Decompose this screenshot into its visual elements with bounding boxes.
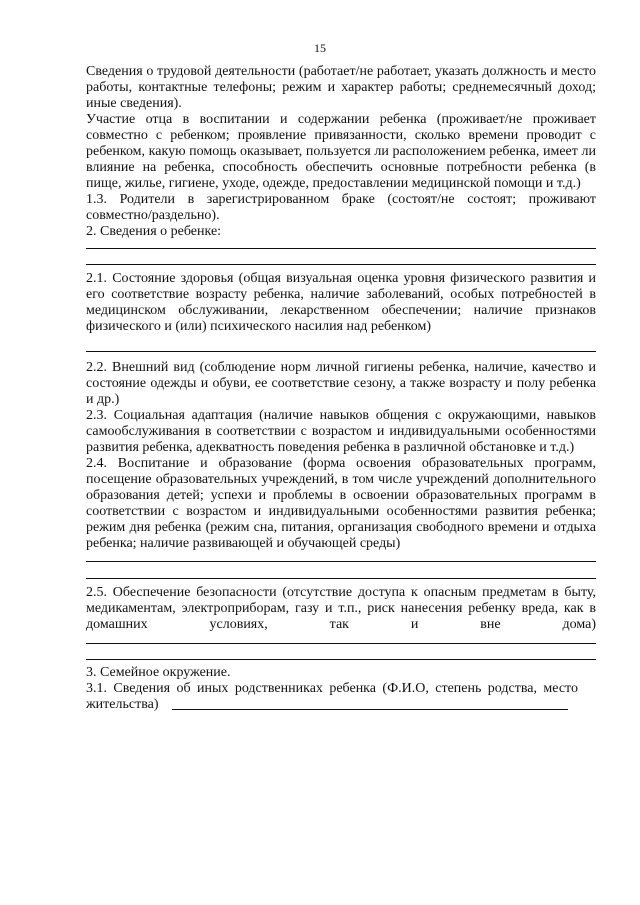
paragraph-2-1-health: [86, 271, 596, 335]
paragraph-work-info: Сведения о трудовой деятельности (работает/не работает, указать должность и место работы, контактные телефоны; режим и характер работы; среднемесячный доход; иные сведения).: [86, 64, 596, 111]
spacer: [86, 352, 596, 360]
heading-2-child-info: 2. Сведения о ребенке:: [86, 224, 222, 239]
paragraph-2-3-social-adaptation: 2.3. Социальная адаптация (наличие навыков общения с окружающими, навыков самообслуживания в соответствии с возрастом и индивидуальными особенностями развития ребенка, адекватность поведения ребенка в различной обстановке и т.д.): [86, 408, 596, 455]
paragraph-2-2-appearance: 2.2. Внешний вид (соблюдение норм личной гигиены ребенка, наличие, качество и состояние одежды и обуви, ее соответствие сезону, а также возрасту и полу ребенка и др.): [86, 360, 596, 407]
spacer: [86, 249, 596, 264]
blank-answer-line: [172, 709, 568, 710]
paragraph-father-participation: Участие отца в воспитании и содержании ребенка (проживает/не проживает совместно с ребенком; проявление привязанности, сколько времени проводит с ребенком, какую помощь оказывает, пользуется ли расположением ребенка, имеет ли влияние на ребенка, способность обеспечить основные потребности ребенка (в пище, жилье, гигиене, уходе, одежде, предоставлении медицинской помощи и т.д.): [86, 112, 596, 191]
paragraph-2-1-text: 2.1. Состояние здоровья (общая визуальная оценка уровня физического развития и его соответствие возрасту ребенка, наличие заболеваний, особых потребностей в медицинском обслуживании, лекарственном обеспечении; наличие признаков физического и (или) психического насилия над ребенком): [86, 271, 596, 334]
paragraph-1-3-marriage: 1.3. Родители в зарегистрированном браке (состоят/не состоят; проживают совместно/раздельно).: [86, 192, 596, 223]
document-body: [86, 64, 596, 710]
heading-3-family-environment: 3. Семейное окружение.: [86, 665, 231, 680]
paragraph-3-1-relatives: 3.1. Сведения об иных родственниках ребенка (Ф.И.О, степень родства, место жительства): [86, 681, 578, 712]
paragraph-2-4-upbringing-education: 2.4. Воспитание и образование (форма освоения образовательных программ, посещение образовательных учреждений, в том числе учреждений дополнительного образования детей; успехи и проблемы в освоении образовательных программ в соответствии с возрастом и индивидуальными особенностями развития ребенка; режим дня ребенка (режим сна, питания, организация свободного времени и отдыха ребенка; наличие развивающей и обучающей среды): [86, 456, 596, 551]
paragraph-2-5-safety: 2.5. Обеспечение безопасности (отсутствие доступа к опасным предметам в быту, медикаментам, электроприборам, газу и т.п., риск нанесения ребенку вреда, как в домашних условиях, так и вне дома): [86, 585, 596, 632]
spacer: [86, 335, 596, 351]
spacer: [86, 644, 596, 659]
spacer: [86, 562, 596, 578]
spacer: [86, 633, 596, 643]
spacer: [86, 552, 596, 561]
spacer: [86, 240, 596, 248]
page-number: 15: [314, 41, 326, 55]
